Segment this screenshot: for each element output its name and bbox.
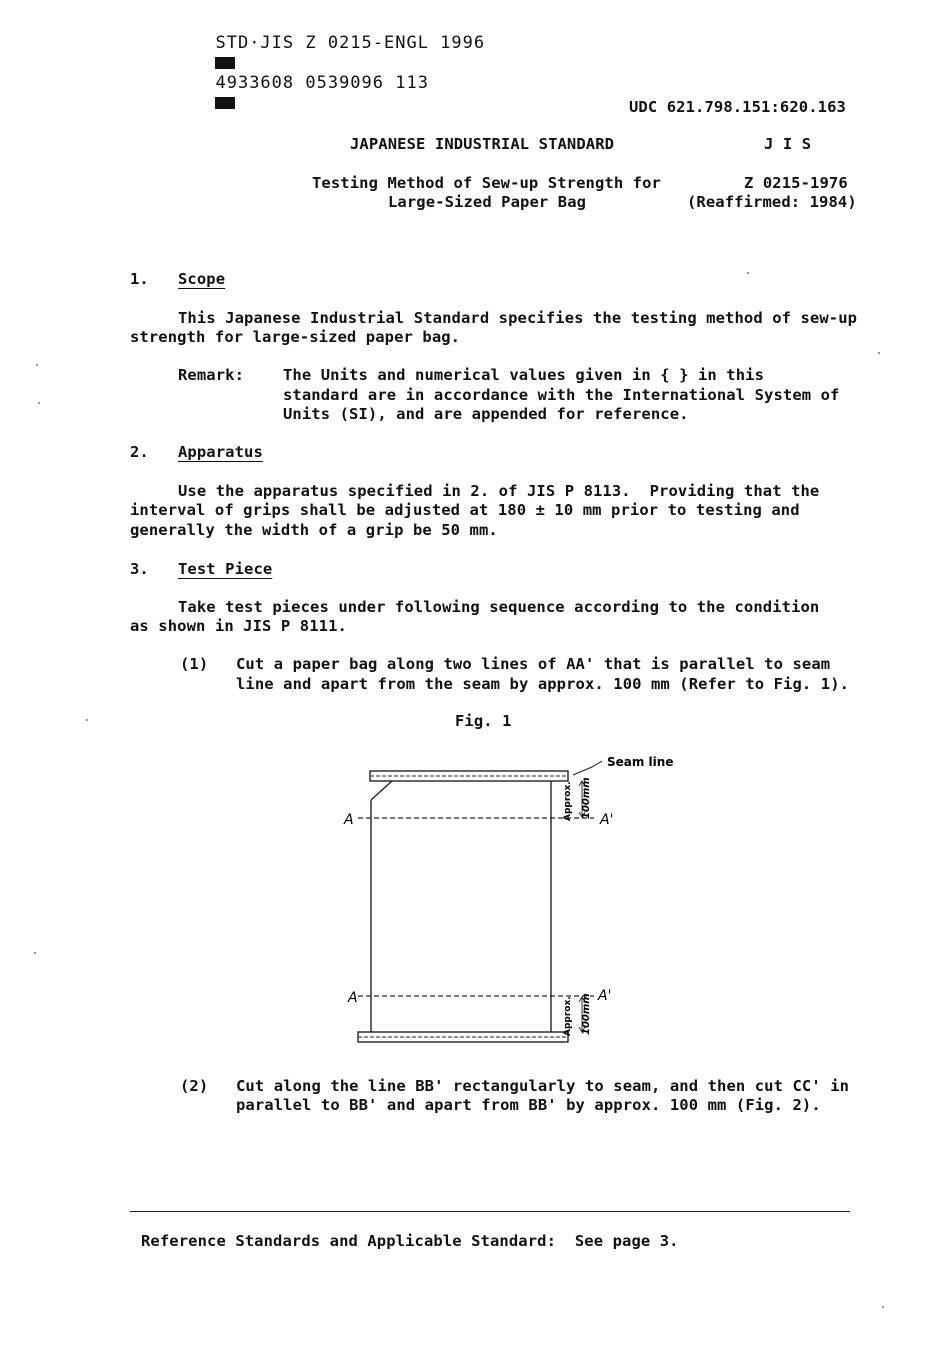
section-2-title: Apparatus xyxy=(178,443,263,461)
section-2-number: 2. xyxy=(130,443,149,461)
remark-line-3: Units (SI), and are appended for reference. xyxy=(283,405,689,423)
scan-speck xyxy=(36,364,38,366)
test-piece-line-1: Take test pieces under following sequence according to the condition xyxy=(178,598,820,616)
scan-speck xyxy=(747,272,749,274)
remark-line-1: The Units and numerical values given in { } in this xyxy=(283,366,765,384)
remark-label: Remark: xyxy=(178,366,245,384)
scan-speck xyxy=(38,402,40,404)
top-seam xyxy=(370,771,568,781)
stamp-block-icon xyxy=(215,97,235,109)
test-piece-line-2: as shown in JIS P 8111. xyxy=(130,617,347,635)
footer-reference-note: Reference Standards and Applicable Standard: See page 3. xyxy=(141,1232,679,1250)
stamp-codes: 4933608 0539096 113 xyxy=(215,73,429,93)
scope-paragraph-line-2: strength for large-sized paper bag. xyxy=(130,328,461,346)
dimension-approx-top: Approx. xyxy=(563,781,573,821)
scan-speck xyxy=(34,952,36,954)
scan-speck xyxy=(878,352,880,354)
remark-line-2: standard are in accordance with the International System of xyxy=(283,386,840,404)
seam-line-leader xyxy=(573,761,602,775)
item-1-line-1: Cut a paper bag along two lines of AA' that is parallel to seam xyxy=(236,655,831,673)
item-2-line-2: parallel to BB' and apart from BB' by approx. 100 mm (Fig. 2). xyxy=(236,1096,821,1114)
scan-speck xyxy=(882,1306,884,1308)
apparatus-line-2: interval of grips shall be adjusted at 180 ± 10 mm prior to testing and xyxy=(130,501,800,519)
bottom-seam xyxy=(358,1032,568,1042)
section-1-title: Scope xyxy=(178,270,226,288)
item-2-number: (2) xyxy=(180,1077,209,1095)
stamp-text: STD·JIS Z 0215-ENGL 1996 xyxy=(215,33,486,53)
figure-caption: Fig. 1 xyxy=(455,712,512,730)
document-stamp xyxy=(193,13,485,113)
footer-divider xyxy=(130,1211,850,1212)
reaffirmed-note: (Reaffirmed: 1984) xyxy=(687,193,857,211)
dimension-value-top: 100mm xyxy=(581,777,592,819)
apparatus-line-3: generally the width of a grip be 50 mm. xyxy=(130,521,498,539)
doc-title-line-2: Large-Sized Paper Bag xyxy=(388,193,587,211)
apparatus-line-1: Use the apparatus specified in 2. of JIS P 8113. Providing that the xyxy=(178,482,820,500)
item-2-line-1: Cut along the line BB' rectangularly to seam, and then cut CC' in xyxy=(236,1077,850,1095)
dimension-value-bottom: 100mm xyxy=(581,993,592,1035)
item-1-number: (1) xyxy=(180,655,209,673)
doc-title-line-1: Testing Method of Sew-up Strength for xyxy=(312,174,661,192)
dimension-top xyxy=(563,777,592,821)
dimension-approx-bottom: Approx. xyxy=(563,996,573,1036)
dimension-bottom xyxy=(563,993,592,1036)
section-3-number: 3. xyxy=(130,560,149,578)
label-a-top: A xyxy=(344,812,354,828)
scope-paragraph-line-1: This Japanese Industrial Standard specifies the testing method of sew-up xyxy=(178,309,858,327)
standard-title: JAPANESE INDUSTRIAL STANDARD xyxy=(350,135,615,153)
figure-1-diagram xyxy=(330,745,710,1055)
bag-outline xyxy=(371,781,551,1032)
label-a-prime-top: A' xyxy=(600,812,614,828)
scan-speck xyxy=(86,719,88,721)
jis-mark: J I S xyxy=(764,135,812,153)
seam-line-label: Seam line xyxy=(607,755,674,769)
udc-code: UDC 621.798.151:620.163 xyxy=(629,98,846,116)
item-1-line-2: line and apart from the seam by approx. 100 mm (Refer to Fig. 1). xyxy=(236,675,850,693)
label-a-prime-bottom: A' xyxy=(598,988,612,1004)
doc-number: Z 0215-1976 xyxy=(744,174,848,192)
label-a-bottom: A xyxy=(348,990,358,1006)
stamp-block-icon xyxy=(215,57,235,69)
section-3-title: Test Piece xyxy=(178,560,273,578)
section-1-number: 1. xyxy=(130,270,149,288)
